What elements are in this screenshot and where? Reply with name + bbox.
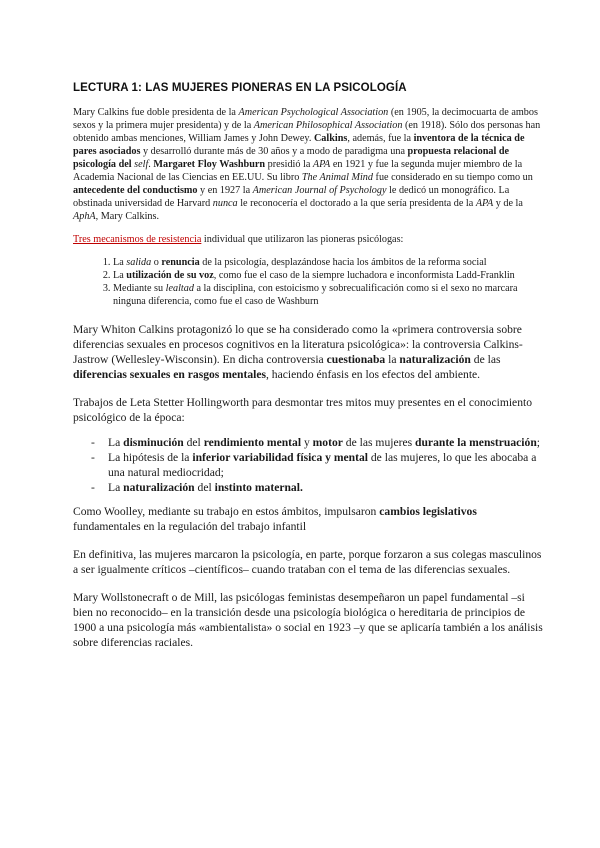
myth-text: La hipótesis de la inferior variabilidad física y mental de las mujeres, lo que les abocaba a una natural mediocridad; <box>108 451 537 479</box>
mechanisms-intro: Tres mecanismos de resistencia individual que utilizaron las pioneras psicólogas: <box>73 234 404 245</box>
bold-run: durante la menstruación <box>415 436 537 449</box>
italic-run: American Philosophical Association <box>253 120 403 131</box>
calkins-paragraph: Mary Whiton Calkins protagonizó lo que se ha considerado como la «primera controversia sobre diferencias sexuales en procesos cognitivos en la literatura psicológica»: la controversia Calkins-Jastrow (Wellesley-Wisconsin). En dicha controversia cuestionaba la naturalización de las diferencias sexuales en rasgos mentales, haciendo énfasis en los efectos del ambiente. <box>73 323 523 381</box>
bold-run: naturalización <box>123 481 195 494</box>
italic-run: APA <box>475 198 494 209</box>
italic-run: APA <box>312 159 331 170</box>
mechanism-item: 1. La salida o renuncia de la psicología, desplazándose hacia los ámbitos de la reforma social <box>113 256 544 269</box>
bold-run: diferencias sexuales en rasgos mentales <box>73 368 266 381</box>
myth-item <box>91 480 544 495</box>
myth-item <box>91 450 544 480</box>
italic-run: lealtad <box>165 283 194 294</box>
italic-run: American Journal of Psychology <box>252 185 387 196</box>
bold-run: cuestionaba <box>326 353 386 366</box>
bold-run: inferior variabilidad física y mental <box>192 451 368 464</box>
myth-text: La disminución del rendimiento mental y motor de las mujeres durante la menstruación; <box>108 436 540 449</box>
woolley-paragraph: Como Woolley, mediante su trabajo en estos ámbitos, impulsaron cambios legislativos fundamentales en la regulación del trabajo infantil <box>73 505 477 533</box>
mechanism-item: 3. Mediante su lealtad a la disciplina, con estoicismo y sobrecualificación como si el sexo no marcara ninguna diferencia, como fue el caso de Washburn <box>113 282 544 308</box>
intro-paragraph: Mary Calkins fue doble presidenta de la American Psychological Association (en 1905, la decimocuarta de ambos sexos y la primera mujer presidenta) y de la American Philosophical Association (en 1918). Sólo dos personas han obtenido ambas menciones, William James y John Dewey. Calkins, además, fue la inventora de la técnica de pares asociados y desarrolló durante más de 30 años y a modo de paradigma una propuesta relacional de psicología del self. Margaret Floy Washburn presidió la APA en 1921 y fue la segunda mujer miembro de la Academia Nacional de las Ciencias en EE.UU. Su libro The Animal Mind fue considerado en su tiempo como un antecedente del conductismo y en 1927 la American Journal of Psychology le dedicó un monográfico. La obstinada universidad de Harvard nunca le reconocería el doctorado a la que sería presidenta de la APA y de la AphA, Mary Calkins. <box>73 107 541 222</box>
bold-run: Calkins <box>313 133 348 144</box>
dash-marker: - <box>91 436 95 449</box>
wollstonecraft-paragraph: Mary Wollstonecraft o de Mill, las psicólogas feministas desempeñaron un papel fundamental –si bien no reconocido– en la transición desde una psicología biológica o hereditaria de principios de 1900 a una psicología más «ambientalista» o social en 1923 –y que se aplicaría también a los análisis sobre diferencias raciales. <box>73 591 543 649</box>
italic-run: nunca <box>212 198 238 209</box>
bold-run: inventora de la técnica de pares asociados <box>73 133 525 157</box>
italic-run: American Psychological Association <box>238 107 389 118</box>
hollingworth-paragraph: Trabajos de Leta Stetter Hollingworth para desmontar tres mitos muy presentes en el conocimiento psicológico de la época: <box>73 396 533 424</box>
italic-run: AphA <box>73 211 96 222</box>
italic-run: self <box>134 159 149 170</box>
bold-run: utilización de su voz <box>126 270 214 281</box>
bold-run: renuncia <box>161 257 200 268</box>
dash-marker: - <box>91 481 95 494</box>
italic-run: The Animal Mind <box>301 172 373 183</box>
italic-run: salida <box>126 257 152 268</box>
bold-run: motor <box>312 436 343 449</box>
page-title: LECTURA 1: LAS MUJERES PIONERAS EN LA PSICOLOGÍA <box>73 82 407 94</box>
highlight-run: Tres mecanismos de resistencia <box>73 234 202 245</box>
myth-item <box>91 435 544 450</box>
definitiva-paragraph: En definitiva, las mujeres marcaron la psicología, en parte, porque forzaron a sus colegas masculinos a ser igualmente críticos –científicos– cuando trataban con el tema de las diferencias sexuales. <box>73 548 542 576</box>
bold-run: instinto maternal. <box>214 481 303 494</box>
dash-marker: - <box>91 451 95 464</box>
myth-text: La naturalización del instinto maternal. <box>108 481 303 494</box>
bold-run: antecedente del conductismo <box>73 185 198 196</box>
mechanisms-list <box>73 256 544 308</box>
bold-run: Margaret Floy Washburn <box>153 159 266 170</box>
bold-run: disminución <box>123 436 184 449</box>
bold-run: naturalización <box>399 353 471 366</box>
bold-run: rendimiento mental <box>203 436 302 449</box>
bold-run: propuesta relacional de psicología del <box>73 146 510 170</box>
myths-list <box>73 435 544 495</box>
bold-run: cambios legislativos <box>379 505 477 518</box>
mechanism-item: 2. La utilización de su voz, como fue el caso de la siempre luchadora e inconformista Ladd-Franklin <box>113 269 544 282</box>
